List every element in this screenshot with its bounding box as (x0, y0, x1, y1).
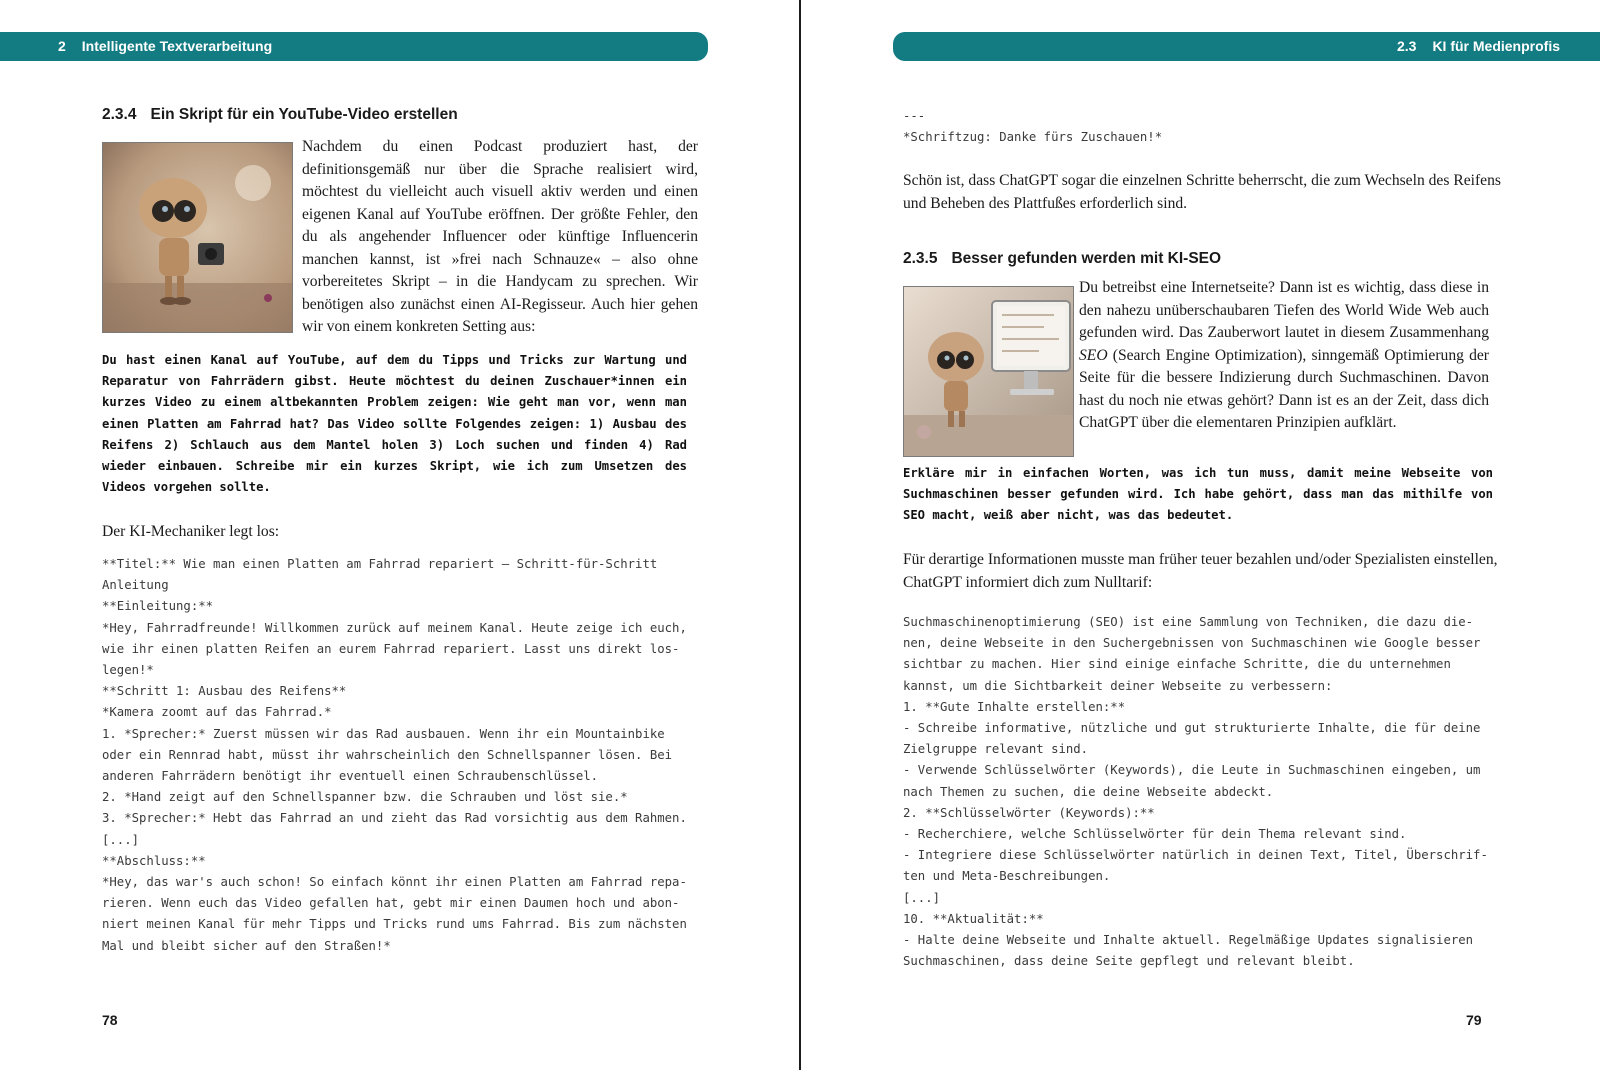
code-line: nen, deine Webseite in den Suchergebnissen von Suchmaschinen wie Google besser (903, 636, 1481, 651)
code-line: rieren. Wenn euch das Video gefallen hat, gebt mir einen Daumen hoch und abon- (102, 896, 680, 911)
robot-camera-illustration (103, 143, 293, 333)
lead-in-text: Der KI-Mechaniker legt los: (102, 523, 280, 540)
code-line: wie ihr einen platten Reifen an eurem Fahrrad repariert. Lasst uns direkt los- (102, 641, 680, 656)
running-header-right (893, 32, 1600, 61)
page-number-right: 79 (1466, 1012, 1482, 1028)
code-line: Anleitung (102, 578, 169, 593)
section-title: Besser gefunden werden mit KI-SEO (951, 250, 1222, 267)
seo-prompt-block: Erkläre mir in einfachen Worten, was ich tun muss, damit meine Webseite von Suchmaschinen besser gefunden wird. Ich habe gehört, dass man das mithilfe von SEO macht, weiß aber nicht, was das bedeutet. (903, 466, 1493, 523)
code-line: **Titel:** Wie man einen Platten am Fahrrad repariert – Schritt-für-Schritt (102, 557, 658, 571)
seo-text-after: (Search Engine Optimization), sinngemäß Optimierung der Seite für die bessere Indizierung durch Suchmaschinen. Davon hast du noch nie etwas gehört? Dann ist es an der Zeit, dass dich ChatGPT über die elementaren Prinzipien aufklärt. (1079, 346, 1489, 431)
chapter-title: Intelligente Textverarbeitung (81, 38, 273, 54)
code-line: [...] (903, 890, 941, 905)
code-line: kannst, um die Sichtbarkeit deiner Webseite zu verbessern: (903, 678, 1333, 693)
code-line: *Hey, Fahrradfreunde! Willkommen zurück auf meinem Kanal. Heute zeige ich euch, (102, 620, 687, 635)
code-line: nach Themen zu suchen, die deine Webseite abdeckt. (903, 784, 1274, 799)
code-line: - Integriere diese Schlüsselwörter natürlich in deinen Text, Titel, Überschrif- (903, 848, 1488, 863)
code-line: 2. **Schlüsselwörter (Keywords):** (903, 805, 1155, 820)
book-gutter (799, 0, 801, 1070)
code-line: *Hey, das war's auch schon! So einfach könnt ihr einen Platten am Fahrrad repa- (102, 875, 687, 890)
section-heading-2-3-5 (903, 250, 1221, 268)
header-section-title: KI für Medienprofis (1432, 38, 1560, 54)
code-line: Suchmaschinenoptimierung (SEO) ist eine Sammlung von Techniken, die dazu die- (903, 615, 1474, 629)
page-number-left: 78 (102, 1012, 118, 1028)
robot-at-monitor-photo (903, 286, 1074, 457)
section-number: 2.3.5 (903, 250, 938, 267)
seo-intro-paragraph (1079, 277, 1489, 435)
code-line: --- (903, 109, 926, 123)
code-line: **Schritt 1: Ausbau des Reifens** (102, 684, 347, 699)
ai-response-code-block (102, 554, 702, 957)
running-header-left (0, 32, 708, 61)
header-section-number: 2.3 (1396, 38, 1417, 54)
seo-text-before: Du betreibst eine Internetseite? Dann ist es wichtig, dass diese in den nahezu unüberschaubaren Tiefen des World Wide Web auch gefunden wird. Das Zauberwort lautet in diesem Zusammenhang (1079, 279, 1489, 341)
code-line: - Schreibe informative, nützliche und gut strukturierte Inhalte, die für deine (903, 721, 1481, 736)
code-line: [...] (102, 832, 140, 847)
chapter-number: 2 (58, 38, 66, 54)
section-heading-2-3-4 (102, 106, 458, 124)
code-line: - Verwende Schlüsselwörter (Keywords), die Leute in Suchmaschinen eingeben, um (903, 763, 1481, 778)
code-line: 3. *Sprecher:* Hebt das Fahrrad an und zieht das Rad vorsichtig aus dem Rahmen. (102, 811, 687, 826)
code-line: - Recherchiere, welche Schlüsselwörter für dein Thema relevant sind. (903, 827, 1407, 842)
code-line: ten und Meta-Beschreibungen. (903, 869, 1111, 884)
code-line: niert meinen Kanal für mehr Tipps und Tricks rund ums Fahrrad. Bis zum nächsten (102, 917, 687, 932)
code-line: 1. *Sprecher:* Zuerst müssen wir das Rad ausbauen. Wenn ihr ein Mountainbike (102, 726, 665, 741)
code-line: 1. **Gute Inhalte erstellen:** (903, 699, 1126, 714)
paragraph-before-seo-answer: Für derartige Informationen musste man früher teuer bezahlen und/oder Spezialisten einstellen, ChatGPT informiert dich zum Nulltarif: (903, 551, 1498, 591)
code-line: *Schriftzug: Danke fürs Zuschauen!* (903, 130, 1163, 145)
right-page (802, 0, 1600, 1070)
code-line: legen!* (102, 663, 154, 678)
code-line: Suchmaschinen, dass deine Seite gepflegt und relevant bleibt. (903, 954, 1355, 969)
intro-paragraph: Nachdem du einen Podcast produziert hast, der definitionsgemäß nur über die Sprache realisiert wird, möchtest du vielleicht auch visuell aktiv werden und einen eigenen Kanal auf YouTube eröffnen. Der größte Fehler, den du als angehender Influencer oder künftige Influencerin manchen kannst, ist »frei nach Schnauze« – also ohne vorbereitetes Skript – in die Handycam zu sprechen. Wir benötigen also zunächst einen AI-Regisseur. Auch hier gehen wir von einem konkreten Setting aus: (302, 138, 698, 335)
seo-term: SEO (1079, 346, 1108, 364)
code-line: - Halte deine Webseite und Inhalte aktuell. Regelmäßige Updates signalisieren (903, 933, 1474, 948)
code-line: 10. **Aktualität:** (903, 911, 1044, 926)
code-line: **Einleitung:** (102, 599, 214, 614)
code-line: 2. *Hand zeigt auf den Schnellspanner bzw. die Schrauben und löst sie.* (102, 790, 628, 805)
code-line: Mal und bleibt sicher auf den Straßen!* (102, 938, 391, 953)
paragraph-after-code: Schön ist, dass ChatGPT sogar die einzelnen Schritte beherrscht, die zum Wechseln des Reifens und Beheben des Plattfußes erforderlich sind. (903, 172, 1501, 212)
seo-answer-code-block (903, 612, 1503, 972)
code-line: oder ein Rennrad habt, müsst ihr wahrscheinlich den Schnellspanner lösen. Bei (102, 747, 673, 762)
code-line: anderen Fahrrädern benötigt ihr eventuell einen Schraubenschlüssel. (102, 769, 599, 784)
section-title: Ein Skript für ein YouTube-Video erstellen (150, 106, 458, 123)
robot-with-camera-photo (102, 142, 293, 333)
prompt-block: Du hast einen Kanal auf YouTube, auf dem du Tipps und Tricks zur Wartung und Reparatur von Fahrrädern gibst. Heute möchtest du deinen Zuschauer*innen ein kurzes Video zu einem altbekannten Problem zeigen: Wie geht man vor, wenn man einen Platten am Fahrrad hat? Das Video sollte Folgendes zeigen: 1) Ausbau des Reifens 2) Schlauch aus dem Mantel holen 3) Loch suchen und finden 4) Rad wieder einbauen. Schreibe mir ein kurzes Skript, wie ich zum Umsetzen des Videos vorgehen sollte. (102, 353, 687, 495)
robot-monitor-illustration (904, 287, 1074, 457)
code-line: **Abschluss:** (102, 853, 206, 868)
code-line: Zielgruppe relevant sind. (903, 742, 1089, 757)
section-number: 2.3.4 (102, 106, 137, 123)
code-line: *Kamera zoomt auf das Fahrrad.* (102, 705, 332, 720)
code-continuation-block (903, 106, 1503, 148)
code-line: sichtbar zu machen. Hier sind einige einfache Schritte, die du unternehmen (903, 657, 1451, 672)
